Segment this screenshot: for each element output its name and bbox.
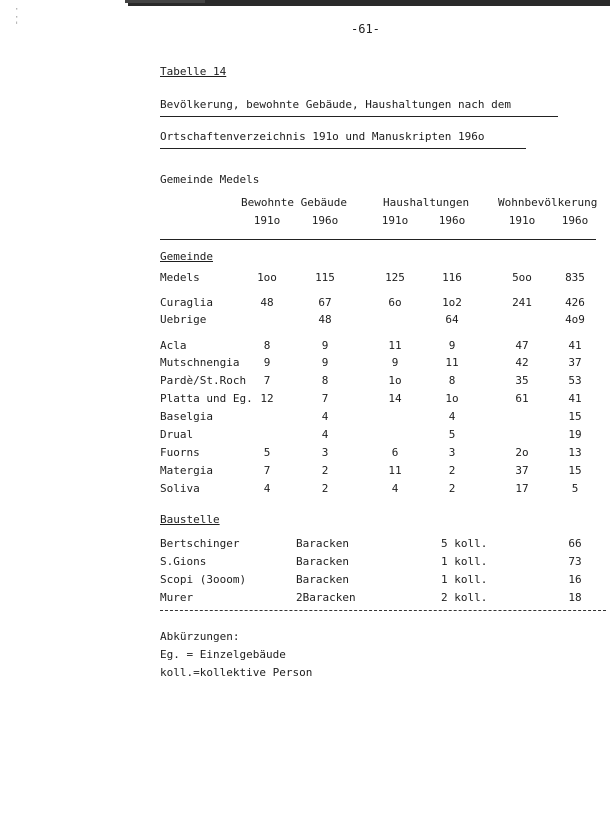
row-value: 67 (318, 296, 332, 309)
row-value: 116 (442, 271, 462, 284)
row-building: Baracken (296, 555, 349, 568)
table-label: Tabelle 14 (160, 65, 227, 78)
row-value: 4o9 (565, 313, 585, 326)
row-value: 9 (263, 356, 271, 369)
row-name: Acla (160, 339, 187, 352)
row-value: 4 (448, 410, 456, 423)
row-value: 1o (388, 374, 402, 387)
scan-speck: · · ' (14, 5, 20, 31)
row-value: 2 (448, 482, 456, 495)
row-value: 12 (260, 392, 274, 405)
row-value: 9 (321, 339, 329, 352)
row-name: Medels (160, 271, 200, 284)
row-value: 35 (515, 374, 529, 387)
row-building: Baracken (296, 573, 349, 586)
row-value: 1o (445, 392, 459, 405)
abbrev-item: Eg. = Einzelgebäude (160, 648, 286, 661)
row-name: Soliva (160, 482, 200, 495)
row-value: 6o (388, 296, 402, 309)
row-value: 48 (260, 296, 274, 309)
row-household: 1 koll. (441, 555, 488, 568)
row-value: 48 (318, 313, 332, 326)
header-year: 191o (381, 214, 409, 227)
row-value: 5oo (512, 271, 532, 284)
row-name: Matergia (160, 464, 213, 477)
row-value: 41 (568, 392, 582, 405)
row-value: 19 (568, 428, 582, 441)
header-rule (160, 239, 596, 240)
title-underline-2 (160, 148, 526, 149)
row-name: Mutschnengia (160, 356, 240, 369)
page-number: -61- (351, 22, 380, 36)
row-value: 7 (263, 374, 271, 387)
row-name: Bertschinger (160, 537, 240, 550)
row-building: Baracken (296, 537, 349, 550)
row-name: Scopi (3ooom) (160, 573, 247, 586)
header-group-gebaeude: Bewohnte Gebäude (241, 196, 347, 209)
row-value: 5 (448, 428, 456, 441)
row-value: 8 (321, 374, 329, 387)
row-value: 1o2 (442, 296, 462, 309)
header-group-haushaltungen: Haushaltungen (383, 196, 470, 209)
row-value: 7 (321, 392, 329, 405)
row-name: Baselgia (160, 410, 213, 423)
row-value: 41 (568, 339, 582, 352)
table-title-line1: Bevölkerung, bewohnte Gebäude, Haushaltungen nach dem (160, 98, 511, 111)
section-baustelle: Baustelle (160, 513, 220, 526)
row-name: Fuorns (160, 446, 200, 459)
row-value: 11 (388, 464, 402, 477)
section-gemeinde: Gemeinde (160, 250, 213, 263)
row-value: 5 (263, 446, 271, 459)
row-value: 53 (568, 374, 582, 387)
row-population: 66 (568, 537, 582, 550)
row-value: 4 (321, 410, 329, 423)
row-value: 42 (515, 356, 529, 369)
row-value: 2o (515, 446, 529, 459)
header-year: 191o (508, 214, 536, 227)
row-population: 16 (568, 573, 582, 586)
row-value: 8 (263, 339, 271, 352)
row-value: 9 (448, 339, 456, 352)
row-value: 2 (321, 464, 329, 477)
row-value: 3 (321, 446, 329, 459)
table-bottom-rule (160, 610, 606, 611)
row-value: 61 (515, 392, 529, 405)
row-value: 64 (445, 313, 459, 326)
header-year: 196o (438, 214, 466, 227)
row-household: 2 koll. (441, 591, 488, 604)
row-value: 15 (568, 410, 582, 423)
abbrev-item: koll.=kollektive Person (160, 666, 313, 679)
row-value: 1oo (257, 271, 277, 284)
row-value: 8 (448, 374, 456, 387)
row-value: 115 (315, 271, 335, 284)
row-name: S.Gions (160, 555, 207, 568)
row-value: 37 (515, 464, 529, 477)
row-value: 17 (515, 482, 529, 495)
row-value: 6 (391, 446, 399, 459)
row-value: 9 (321, 356, 329, 369)
row-name: Platta und Eg. (160, 392, 253, 405)
row-value: 37 (568, 356, 582, 369)
row-value: 835 (565, 271, 585, 284)
row-name: Pardè/St.Roch (160, 374, 247, 387)
row-value: 125 (385, 271, 405, 284)
row-value: 13 (568, 446, 582, 459)
table-title-line2: Ortschaftenverzeichnis 191o und Manuskripten 196o (160, 130, 485, 143)
title-underline-1 (160, 116, 558, 117)
row-value: 4 (321, 428, 329, 441)
row-population: 18 (568, 591, 582, 604)
row-name: Curaglia (160, 296, 213, 309)
row-value: 15 (568, 464, 582, 477)
row-value: 4 (391, 482, 399, 495)
scan-edge-shadow (125, 0, 205, 3)
row-name: Murer (160, 591, 194, 604)
row-value: 9 (391, 356, 399, 369)
abbrev-title: Abkürzungen: (160, 630, 240, 643)
row-value: 5 (571, 482, 579, 495)
row-household: 5 koll. (441, 537, 488, 550)
row-value: 2 (321, 482, 329, 495)
row-household: 1 koll. (441, 573, 488, 586)
row-building: 2Baracken (296, 591, 356, 604)
row-value: 241 (512, 296, 532, 309)
row-value: 11 (445, 356, 459, 369)
row-value: 4 (263, 482, 271, 495)
row-name: Drual (160, 428, 194, 441)
row-name: Uebrige (160, 313, 207, 326)
header-year: 196o (561, 214, 589, 227)
header-year: 191o (253, 214, 281, 227)
row-value: 3 (448, 446, 456, 459)
header-group-wohnbevoelkerung: Wohnbevölkerung (498, 196, 598, 209)
row-value: 47 (515, 339, 529, 352)
row-value: 11 (388, 339, 402, 352)
row-population: 73 (568, 555, 582, 568)
row-value: 2 (448, 464, 456, 477)
header-year: 196o (311, 214, 339, 227)
row-value: 7 (263, 464, 271, 477)
row-value: 426 (565, 296, 585, 309)
row-value: 14 (388, 392, 402, 405)
gemeinde-line: Gemeinde Medels (160, 173, 260, 186)
